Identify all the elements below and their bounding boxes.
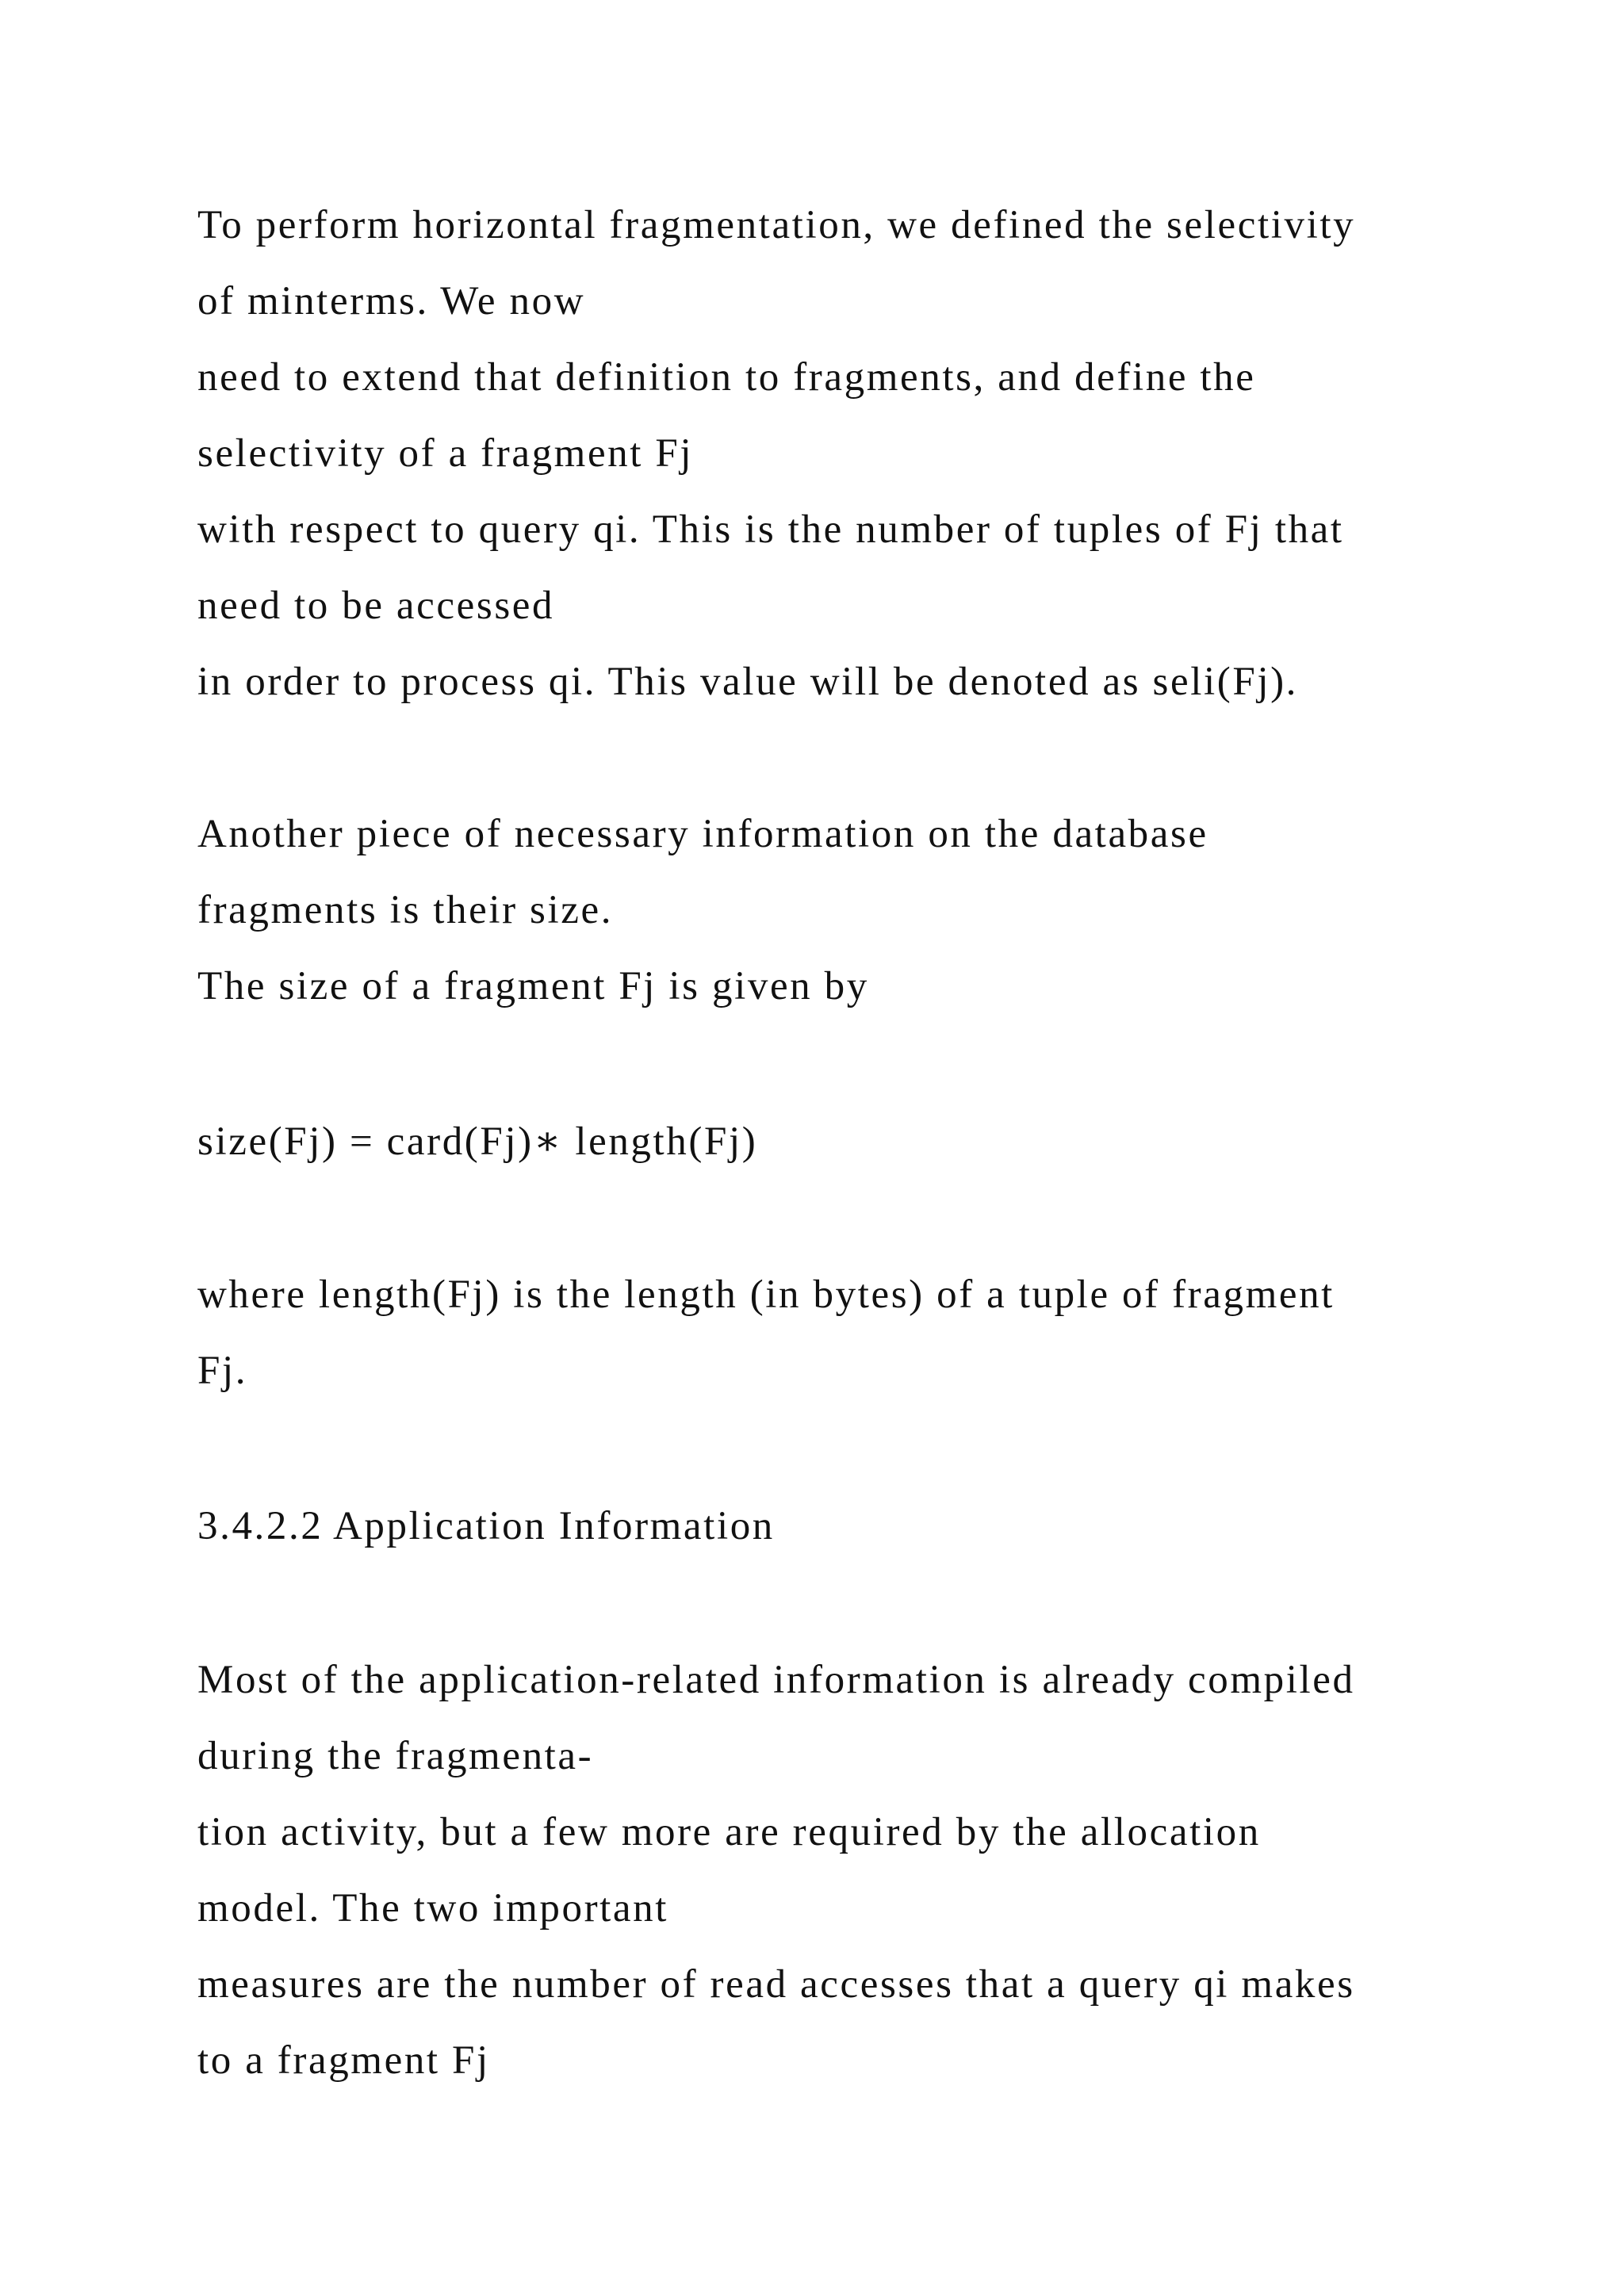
text-line: where length(Fj) is the length (in bytes) of a tuple of fragment: [197, 1272, 1335, 1317]
text-line: To perform horizontal fragmentation, we defined the selectivity: [197, 203, 1356, 247]
text-line: to a fragment Fj: [197, 2038, 490, 2083]
text-line: measures are the number of read accesses that a query qi makes: [197, 1962, 1355, 2007]
text-line: Fj.: [197, 1349, 248, 1393]
text-line: Most of the application-related information is already compiled: [197, 1658, 1355, 1702]
text-line: selectivity of a fragment Fj: [197, 431, 694, 476]
text-line: tion activity, but a few more are required by the allocation: [197, 1810, 1261, 1854]
text-line: with respect to query qi. This is the number of tuples of Fj that: [197, 507, 1344, 552]
size-formula: size(Fj) = card(Fj)∗ length(Fj): [197, 1119, 758, 1164]
text-line: Another piece of necessary information on the database: [197, 812, 1208, 856]
text-line: in order to process qi. This value will be denoted as seli(Fj).: [197, 660, 1299, 704]
text-line: during the fragmenta-: [197, 1734, 594, 1778]
section-heading: 3.4.2.2 Application Information: [197, 1504, 775, 1548]
text-line: of minterms. We now: [197, 279, 586, 323]
text-line: need to extend that definition to fragments, and define the: [197, 355, 1256, 400]
text-line: The size of a fragment Fj is given by: [197, 964, 869, 1008]
text-line: fragments is their size.: [197, 888, 614, 932]
text-line: need to be accessed: [197, 584, 555, 628]
text-line: model. The two important: [197, 1886, 669, 1931]
